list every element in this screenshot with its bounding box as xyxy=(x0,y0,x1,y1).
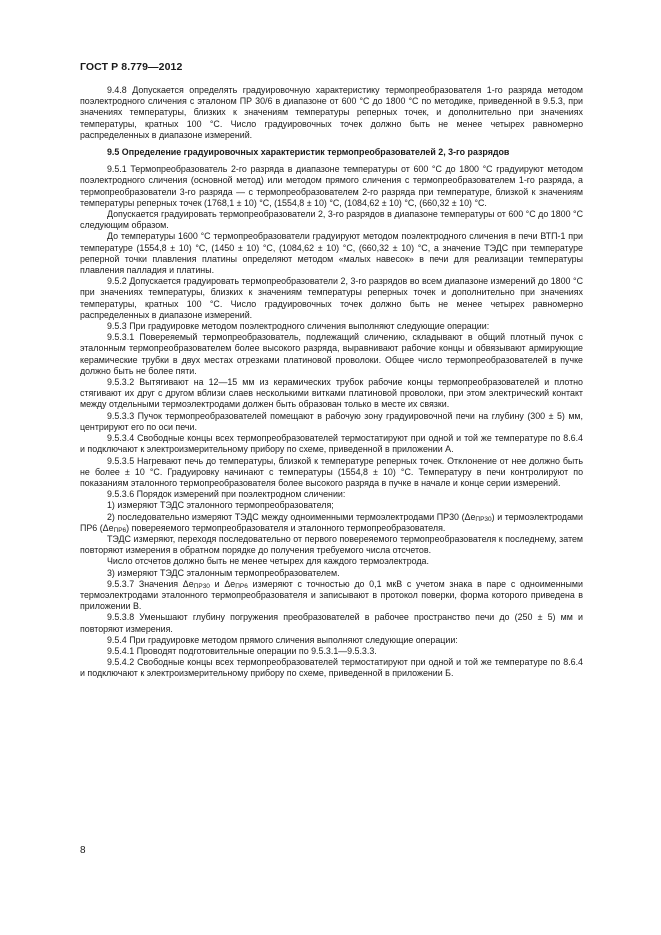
paragraph-teds-measure: ТЭДС измеряют, переходя последовательно от первого повереяемого термопреобразователя к последнему, затем повторяют измерения в обратном порядке до получения требуемого числа отсчетов. xyxy=(80,533,583,556)
para-9-5-3-7-part-a: 9.5.3.7 Значения Δe xyxy=(107,578,194,589)
paragraph-9-5-4-1: 9.5.4.1 Проводят подготовительные операции по 9.5.3.1—9.5.3.3. xyxy=(107,645,377,656)
list-item-2-part-a: 2) последовательно измеряют ТЭДС между одноименными термоэлектродами ПР30 (Δe xyxy=(107,511,476,522)
section-heading-9-5: 9.5 Определение градуировочных характеристик термопреобразователей 2, 3-го разрядов xyxy=(107,147,510,158)
list-item-2-part-b: ) и термоэлектродами ПР6 (Δe xyxy=(80,511,583,533)
list-item-2 xyxy=(80,512,583,534)
subscript-pr6-b: ПР6 xyxy=(235,582,248,590)
paragraph-up-to-1600: До температуры 1600 °C термопреобразователи градуируют методом поэлектродного сличения в печи ВТП-1 при температуре (1554,8 ± 10) °C, (1450 ± 10) °C, (1084,62 ± 10) °C, (660,32 ± 10) °C, а значение ТЭДС при температуре реперной точки плавления платины определяют методом «малых навесок» в печи для реализации температуры плавления палладия и платины. xyxy=(80,231,583,276)
list-item-3: 3) измеряют ТЭДС эталонным термопреобразователем. xyxy=(107,567,340,578)
paragraph-readings-count: Число отсчетов должно быть не менее четырех для каждого термоэлектрода. xyxy=(107,556,429,567)
paragraph-9-5-3-2: 9.5.3.2 Вытягивают на 12—15 мм из керамических трубок рабочие концы термопреобразователей и плотно стягивают их друг с другом вблизи слаев несколькими витками платиновой проволоки, при этом электрический контакт между отдельными термоэлектродами должен быть образован только в месте их связки. xyxy=(80,377,583,410)
paragraph-9-5-3-1: 9.5.3.1 Повереяемый термопреобразователь, подлежащий сличению, складывают в общий плотный пучок с эталонным термопреобразователем более высокого разряда, выравнивают рабочие концы и обвязывают армирующие керамические трубки в двух местах отрезками платиновой проволоки. Общее число термопреобразователей в пучке должно быть не более пяти. xyxy=(80,332,583,376)
paragraph-9-5-3-6: 9.5.3.6 Порядок измерений при поэлектродном сличении: xyxy=(107,489,346,500)
paragraph-9-5-1: 9.5.1 Термопреобразователь 2-го разряда в диапазоне температуры от 600 °C до 1800 °C градуируют методом поэлектродного сличения (основной метод) или методом прямого сличения с термопреобразователем 1-го разряда, а термопреобразователи 3-го разряда — с термопреобразователем 2-го разряда при температуре, близкой к значениям температуры реперных точек (1768,1 ± 10) °C, (1554,8 ± 10) °C, (1084,62 ± 10) °C, (660,32 ± 10) °C. xyxy=(80,164,583,208)
paragraph-9-5-3: 9.5.3 При градуировке методом поэлектродного сличения выполняют следующие операции: xyxy=(107,321,490,332)
document-body xyxy=(80,85,583,680)
subscript-pr30: ПР30 xyxy=(475,515,492,523)
para-9-5-3-7-part-c: измеряют с точностью до 0,1 мкВ с учетом знака в паре с одноименными термоэлектродами эталонного термопреобразователя и записывают в протокол поверки, форма которого приведена в приложении В. xyxy=(80,578,583,612)
subscript-pr6: ПР6 xyxy=(113,526,127,534)
paragraph-9-5-3-5: 9.5.3.5 Нагревают печь до температуры, близкой к температуре реперных точек. Отклонение от нее должно быть не более ± 10 °C. Градуировку начинают с температуры (1554,8 ± 10) °C. Температуру в печи контролируют по показаниям эталонного термопреобразователя более высокого разряда в пучке в начале и конце серии измерений. xyxy=(80,455,583,488)
paragraph-9-5-4-2: 9.5.4.2 Свободные концы всех термопреобразователей термостатируют при одной и той же температуре по 8.6.4 и подключают к электроизмерительному прибору по схеме, приведенной в приложении Б. xyxy=(80,657,583,679)
document-header: ГОСТ Р 8.779—2012 xyxy=(80,61,183,73)
paragraph-9-5-2: 9.5.2 Допускается градуировать термопреобразователи 2, 3-го разрядов во всем диапазоне измерений до 1800 °C при значениях температуры, близких к значениям температуры реперных точек и дополнительно при значениях температуры, кратных 100 °C. Число градуировочных точек должно быть не менее четырех равномерно распределенных в диапазоне измерений. xyxy=(80,276,583,320)
subscript-pr30-b: ПР30 xyxy=(193,582,210,590)
paragraph-9-5-3-4: 9.5.3.4 Свободные концы всех термопреобразователей термостатируют при одной и той же температуре по 8.6.4 и подключают к электроизмерительному прибору по схеме, приведенной в приложении А. xyxy=(80,433,583,455)
list-item-1: 1) измеряют ТЭДС эталонного термопреобразователя; xyxy=(107,500,334,511)
paragraph-9-5-3-7 xyxy=(80,579,583,613)
paragraph-9-5-3-8: 9.5.3.8 Уменьшают глубину погружения преобразователей в рабочее пространство печи до (250 ± 5) мм и повторяют измерения. xyxy=(80,612,583,634)
list-item-2-part-c: ) повереяемого термопреобразователя и эталонного термопреобразователя. xyxy=(126,522,446,533)
page-number: 8 xyxy=(80,845,86,856)
paragraph-allowed-calibration: Допускается градуировать термопреобразователи 2, 3-го разрядов в диапазоне температуры от 600 °C до 1800 °C следующим образом. xyxy=(80,209,583,231)
paragraph-9-5-3-3: 9.5.3.3 Пучок термопреобразователей помещают в рабочую зону градуировочной печи на глубину (300 ± 5) мм, центрируют его по оси печи. xyxy=(80,410,583,432)
paragraph-9-5-4: 9.5.4 При градуировке методом прямого сличения выполняют следующие операции: xyxy=(107,634,458,645)
paragraph-9-4-8: 9.4.8 Допускается определять градуировочную характеристику термопреобразователя 1-го разряда методом поэлектродного сличения с эталоном ПР 30/6 в диапазоне от 600 °C до 1800 °C по методике, приведенной в 9.5.3, при значениях температуры, близких к значениям температуры реперных точек, и дополнительно при значениях температуры, кратных 100 °C. Число градуировочных точек должно быть не менее четырех равномерно распределенных в диапазоне измерений. xyxy=(80,85,583,140)
para-9-5-3-7-part-b: и Δe xyxy=(209,578,236,589)
